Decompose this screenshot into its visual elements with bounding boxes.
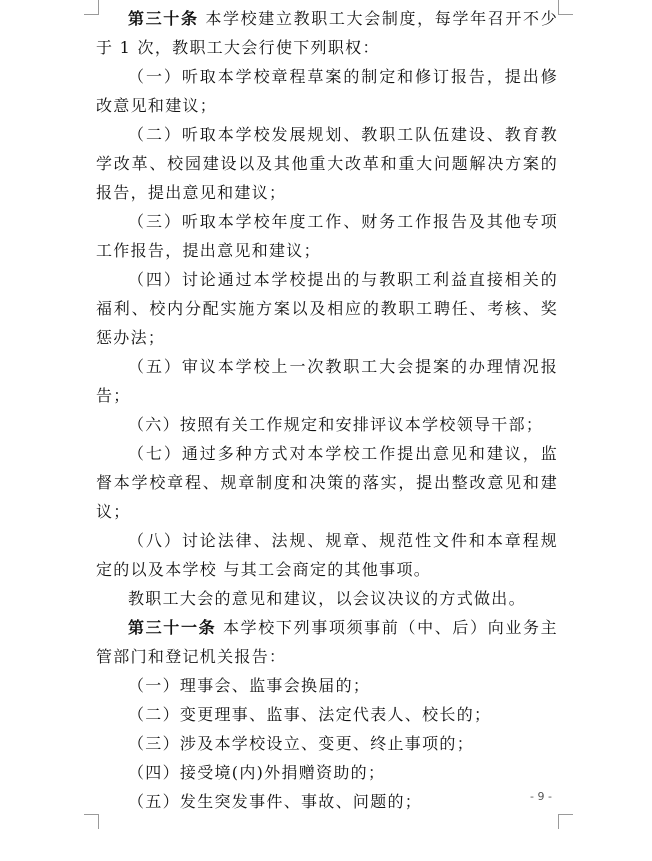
crop-mark-top-right bbox=[558, 0, 573, 15]
page-number: - 9 - bbox=[530, 790, 552, 803]
article-30-text: 本学校建立教职工大会制度，每学年召开不少于 1 次，教职工大会行使下列职权： bbox=[96, 9, 559, 57]
article-31-item: （五）发生突发事件、事故、问题的； bbox=[128, 792, 423, 811]
article-30-item: （一）听取本学校章程草案的制定和修订报告，提出修改意见和建议； bbox=[96, 67, 558, 115]
article-31-heading-paragraph bbox=[96, 613, 558, 671]
article-30-closing: 教职工大会的意见和建议，以会议决议的方式做出。 bbox=[128, 589, 526, 608]
article-30-item: （八）讨论法律、法规、规章、规范性文件和本章程规定的以及本学校 与其工会商定的其他事项。 bbox=[96, 531, 558, 579]
article-31-item: （四）接受境(内)外捐赠资助的； bbox=[128, 763, 386, 782]
article-30-item: （二）听取本学校发展规划、教职工队伍建设、教育教学改革、校园建设以及其他重大改革和重大问题解决方案的报告，提出意见和建议； bbox=[96, 125, 558, 202]
article-30-item: （七）通过多种方式对本学校工作提出意见和建议，监督本学校章程、规章制度和决策的落实，提出整改意见和建议； bbox=[96, 444, 558, 521]
article-30-item: （五）审议本学校上一次教职工大会提案的办理情况报告； bbox=[96, 357, 558, 405]
article-31-item: （三）涉及本学校设立、变更、终止事项的； bbox=[128, 734, 475, 753]
article-31-lead: 第三十一条 bbox=[128, 618, 217, 637]
document-body bbox=[96, 4, 558, 816]
article-31-item: （二）变更理事、监事、法定代表人、校长的； bbox=[128, 705, 492, 724]
article-31-text: 本学校下列事项须事前（中、后）向业务主管部门和登记机关报告： bbox=[96, 618, 558, 666]
crop-mark-bottom-left bbox=[84, 814, 99, 829]
article-31-item: （一）理事会、监事会换届的； bbox=[128, 676, 371, 695]
article-30-item: （三）听取本学校年度工作、财务工作报告及其他专项工作报告，提出意见和建议； bbox=[96, 212, 558, 260]
article-30-item: （六）按照有关工作规定和安排评议本学校领导干部； bbox=[128, 415, 544, 434]
article-30-item: （四）讨论通过本学校提出的与教职工利益直接相关的福利、校内分配实施方案以及相应的教职工聘任、考核、奖惩办法； bbox=[96, 270, 558, 347]
article-30-heading-paragraph bbox=[96, 4, 558, 62]
article-30-lead: 第三十条 bbox=[128, 9, 199, 28]
crop-mark-bottom-right bbox=[558, 814, 573, 829]
